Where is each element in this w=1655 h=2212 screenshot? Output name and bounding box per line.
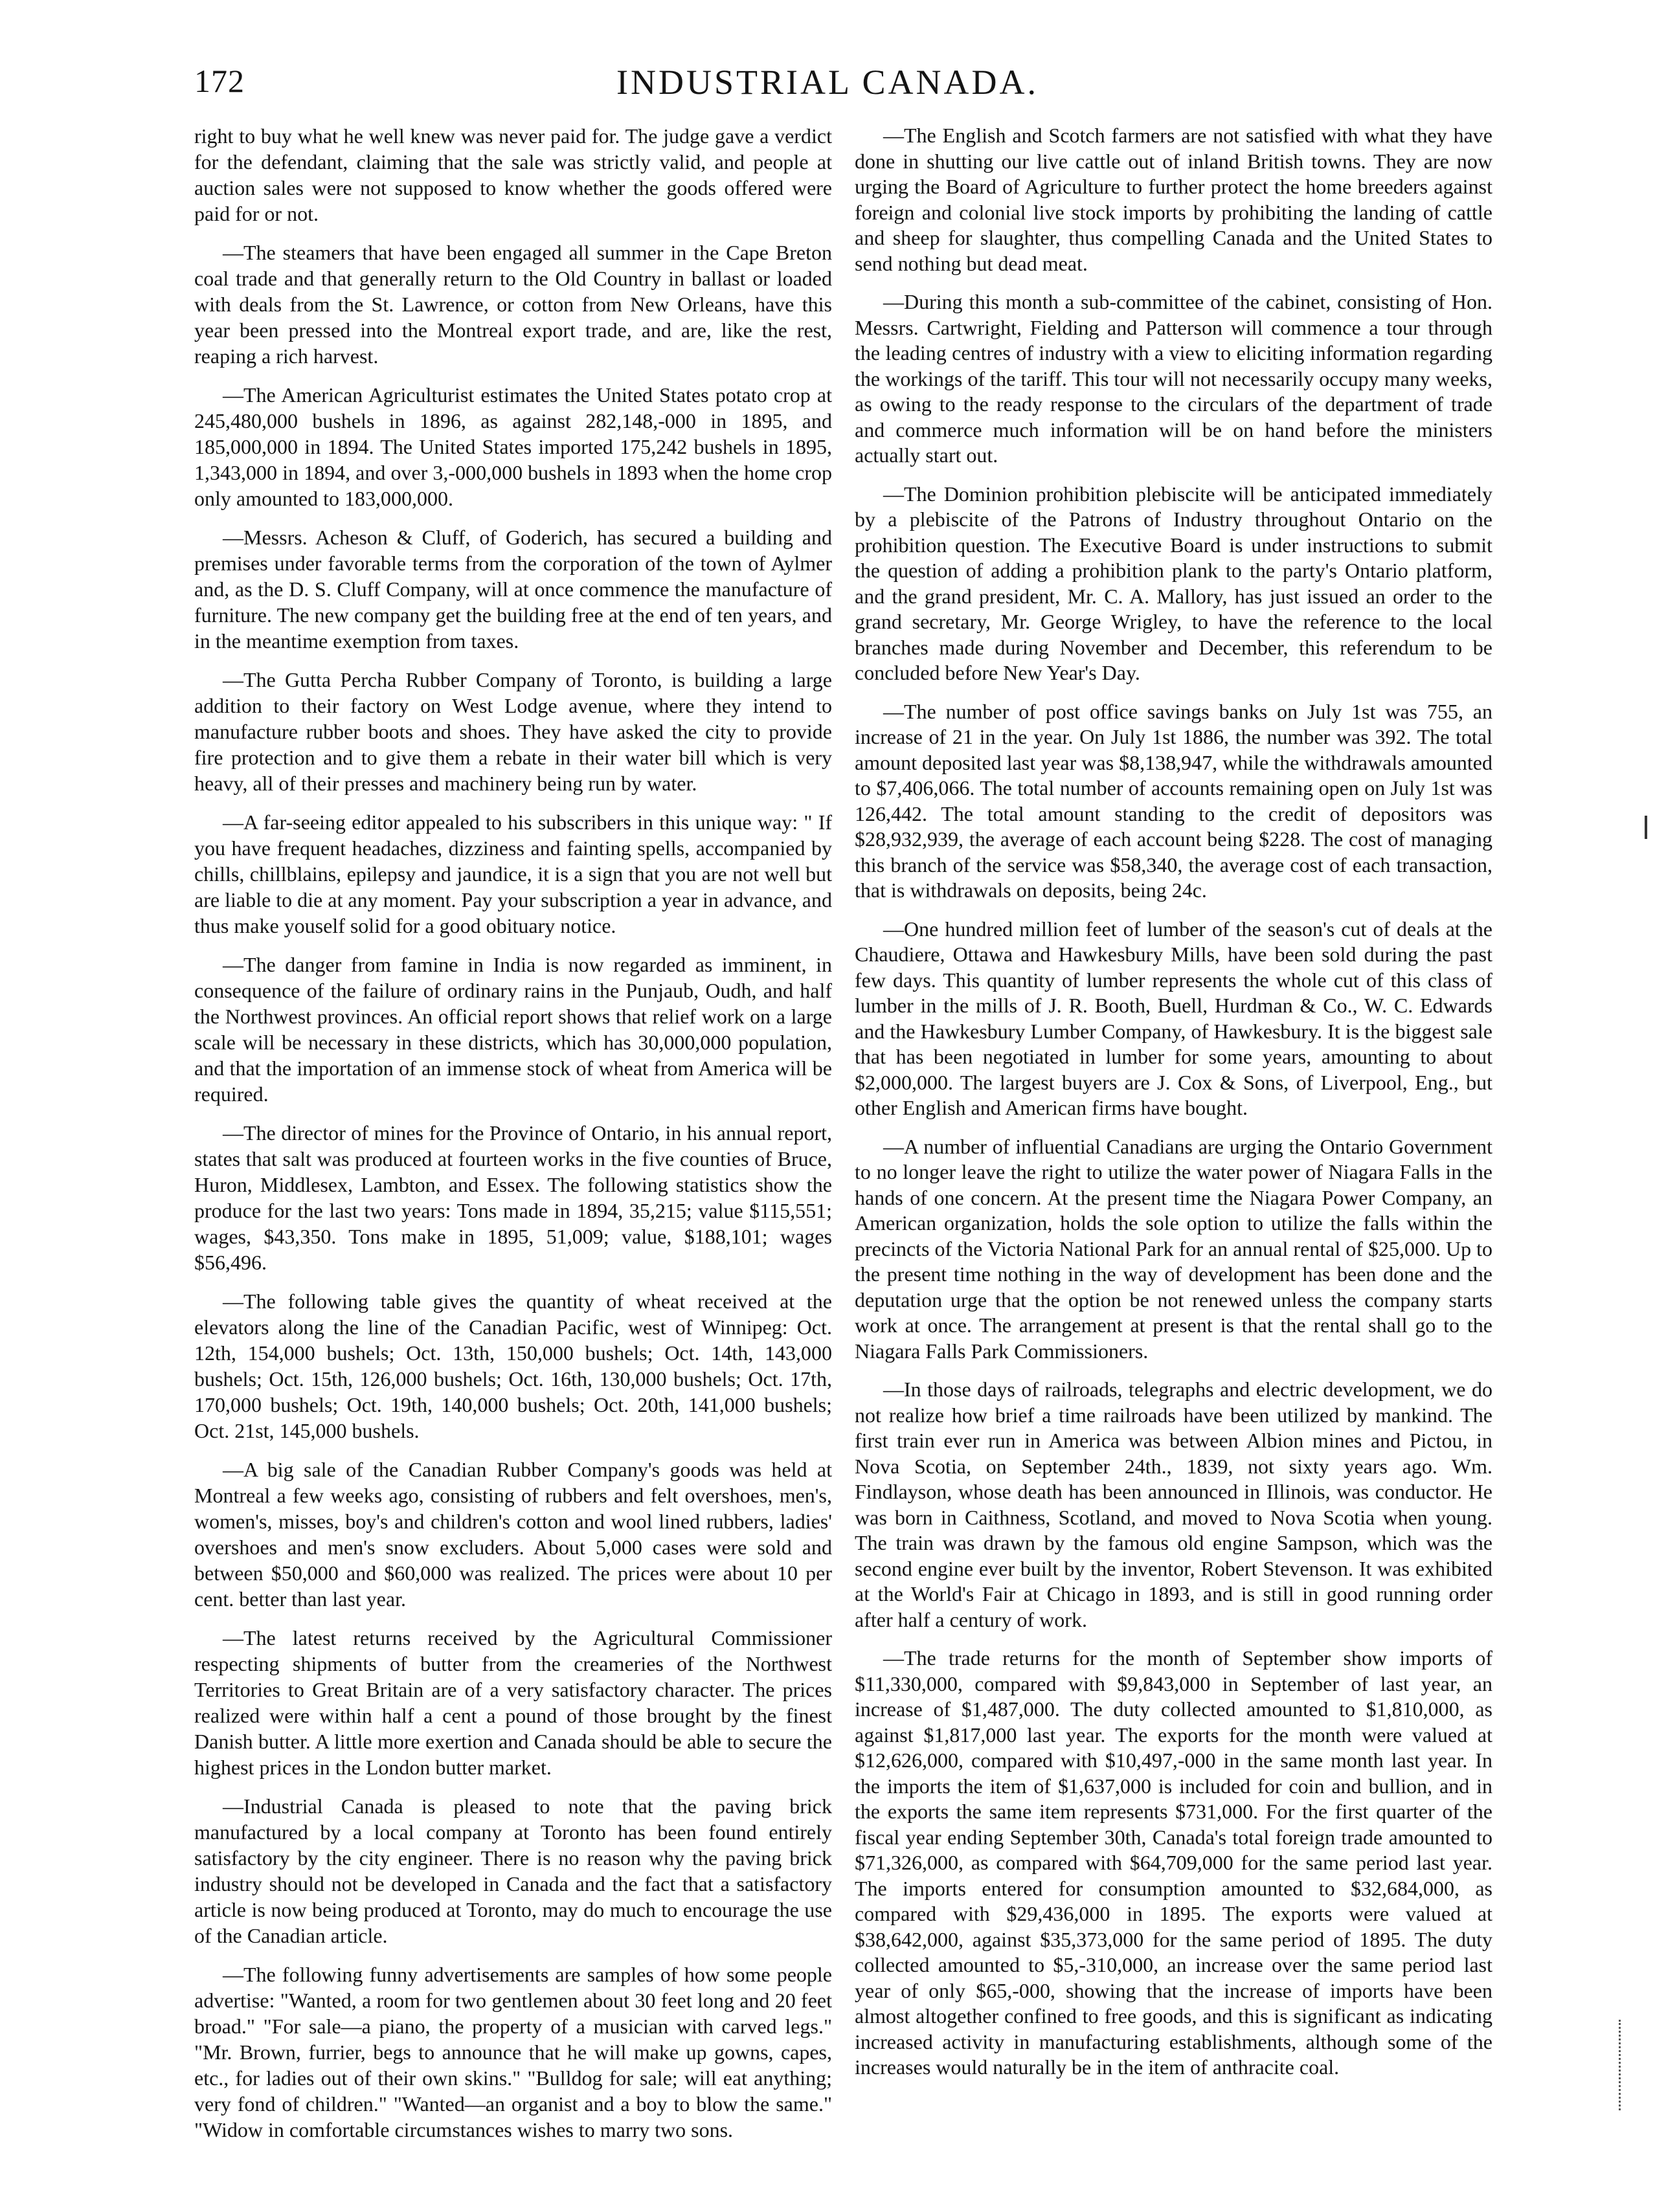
margin-mark xyxy=(1645,816,1647,839)
paragraph: —The latest returns received by the Agricultural Commissioner respecting shipments of butter from the creameries of the Northwest Territories to Great Britain are of a very satisfactory character. The prices realized were within half a cent a pound of those brought by the finest Danish butter. A little more exertion and Canada should be able to secure the highest prices in the London butter market. xyxy=(194,1626,832,1779)
paragraph: —The Gutta Percha Rubber Company of Toronto, is building a large addition to their factory on West Lodge avenue, where they intend to manufacture rubber boots and shoes. They have asked the city to provide fire protection and to give them a rebate in their water bill which is very heavy, all of their presses and machinery being run by water. xyxy=(194,668,832,795)
paragraph: —The trade returns for the month of September show imports of $11,330,000, compared with $9,843,000 in September of last year, an increase of $1,487,000. The duty collected amounted to $1,810,000, as against $1,817,000 last year. The exports for the month were valued at $12,626,000, compared with $10,497,-000 in the same month last year. In the imports the item of $1,637,000 is included for coin and bullion, and in the exports the same item represents $731,000. For the first quarter of the fiscal year ending September 30th, Canada's total foreign trade amounted to $71,326,000, as compared with $64,709,000 for the same period last year. The imports entered for consumption amounted to $32,684,000, as compared with $29,436,000 in 1895. The exports were valued at $38,642,000, against $35,373,000 for the same period of 1895. The duty collected amounted to $5,-310,000, an increase over the same period last year of only $65,-000, showing that the increase of imports have been almost altogether confined to free goods, and this is significant as indicating increased activity in manufacturing establishments, although some of the increases would naturally be in the item of anthracite coal. xyxy=(855,1646,1492,2079)
corner-mark xyxy=(1619,2020,1628,2110)
paragraph: —A big sale of the Canadian Rubber Company's goods was held at Montreal a few weeks ago, consisting of rubbers and felt overshoes, men's, women's, misses, boy's and children's cotton and wool lined rubbers, ladies' overshoes and men's snow excluders. About 5,000 cases were sold and between $50,000 and $60,000 was realized. The prices were about 10 per cent. better than last year. xyxy=(194,1458,832,1611)
right-column xyxy=(855,123,1492,2094)
paragraph: —The director of mines for the Province of Ontario, in his annual report, states that salt was produced at fourteen works in the five counties of Bruce, Huron, Middlesex, Lambton, and Essex. The following statistics show the produce for the last two years: Tons made in 1894, 35,215; value $115,551; wages, $43,350. Tons make in 1895, 51,009; value, $188,101; wages $56,496. xyxy=(194,1121,832,1274)
paragraph: —The following table gives the quantity of wheat received at the elevators along the line of the Canadian Pacific, west of Winnipeg: Oct. 12th, 154,000 bushels; Oct. 13th, 150,000 bushels; Oct. 14th, 143,000 bushels; Oct. 15th, 126,000 bushels; Oct. 16th, 130,000 bushels; Oct. 17th, 170,000 bushels; Oct. 19th, 140,000 bushels; Oct. 20th, 141,000 bushels; Oct. 21st, 145,000 bushels. xyxy=(194,1290,832,1442)
page-title: INDUSTRIAL CANADA. xyxy=(616,63,1039,102)
paragraph: —In those days of railroads, telegraphs and electric development, we do not realize how brief a time railroads have been utilized by mankind. The first train ever run in America was between Albion mines and Pictou, in Nova Scotia, on September 24th., 1839, not sixty years ago. Wm. Findlayson, whose death has been announced in Illinois, was conductor. He was born in Caithness, Scotland, and moved to Nova Scotia when young. The train was drawn by the famous old engine Sampson, which was the second engine ever built by the inventor, Robert Stevenson. It was exhibited at the World's Fair at Chicago in 1893, and is still in good running order after half a century of work. xyxy=(855,1378,1492,1631)
paragraph: —Industrial Canada is pleased to note that the paving brick manufactured by a local company at Toronto has been found entirely satisfactory by the city engineer. There is no reason why the paving brick industry should not be developed in Canada and the fact that a satisfactory article is now being produced at Toronto, may do much to encourage the use of the Canadian article. xyxy=(194,1794,832,1947)
paragraph: right to buy what he well knew was never paid for. The judge gave a verdict for the defendant, claiming that the sale was strictly valid, and people at auction sales were not supposed to know whether the goods offered were paid for or not. xyxy=(194,124,832,225)
paragraph: —The number of post office savings banks on July 1st was 755, an increase of 21 in the year. On July 1st 1886, the number was 392. The total amount deposited last year was $8,138,947, while the withdrawals amounted to $7,406,066. The total number of accounts remaining open on July 1st was 126,442. The total amount standing to the credit of depositors was $28,932,939, the average of each account being $228. The cost of managing this branch of the service was $58,340, the average cost of each transaction, that is withdrawals on deposits, being 24c. xyxy=(855,699,1492,902)
paragraph: —The danger from famine in India is now regarded as imminent, in consequence of the failure of ordinary rains in the Punjaub, Oudh, and half the Northwest provinces. An official report shows that relief work on a large scale will be necessary in these districts, which has 30,000,000 population, and that the importation of an immense stock of wheat from America will be required. xyxy=(194,953,832,1106)
paragraph: —A number of influential Canadians are urging the Ontario Government to no longer leave the right to utilize the water power of Niagara Falls in the hands of one concern. At the present time the Niagara Power Company, an American organization, holds the sole option to utilize the falls within the precincts of the Victoria National Park for an annual rental of $25,000. Up to the present time nothing in the way of development has been done and the deputation urge that the option be not renewed unless the company starts work at once. The arrangement at present is that the rental shall go to the Niagara Falls Park Commissioners. xyxy=(855,1134,1492,1363)
paragraph: —A far-seeing editor appealed to his subscribers in this unique way: " If you have frequent headaches, dizziness and fainting spells, accompanied by chills, chillblains, epilepsy and jaundice, it is a sign that you are not well but are liable to die at any moment. Pay your subscription a year in advance, and thus make youself solid for a good obituary notice. xyxy=(194,810,832,937)
paragraph: —One hundred million feet of lumber of the season's cut of deals at the Chaudiere, Ottawa and Hawkesbury Mills, have been sold during the past few days. This quantity of lumber represents the whole cut of this class of lumber in the mills of J. R. Booth, Buell, Hurdman & Co., W. C. Edwards and the Hawkesbury Lumber Company, of Hawkesbury. It is the biggest sale that has been negotiated in lumber for some years, amounting to about $2,000,000. The largest buyers are J. Cox & Sons, of Liverpool, Eng., but other English and American firms have bought. xyxy=(855,917,1492,1119)
paragraph: —The English and Scotch farmers are not satisfied with what they have done in shutting our live cattle out of inland British towns. They are now urging the Board of Agriculture to further protect the home breeders against foreign and colonial live stock imports by prohibiting the landing of cattle and sheep for slaughter, thus compelling Canada and the United States to send nothing but dead meat. xyxy=(855,124,1492,275)
page-number: 172 xyxy=(194,63,245,99)
paragraph: —The Dominion prohibition plebiscite will be anticipated immediately by a plebiscite of the Patrons of Industry throughout Ontario on the prohibition question. The Executive Board is under instructions to submit the question of adding a prohibition plank to the party's Ontario platform, and the grand president, Mr. C. A. Mallory, has just issued an order to the grand secretary, Mr. George Wrigley, to have the reference to the local branches made during November and December, this referendum to be concluded before New Year's Day. xyxy=(855,482,1492,684)
paragraph: —The American Agriculturist estimates the United States potato crop at 245,480,000 bushels in 1896, as against 282,148,-000 in 1895, and 185,000,000 in 1894. The United States imported 175,242 bushels in 1895, 1,343,000 in 1894, and over 3,-000,000 bushels in 1893 when the home crop only amounted to 183,000,000. xyxy=(194,383,832,510)
page-header xyxy=(194,62,1461,114)
left-column xyxy=(194,123,832,2156)
paragraph: —Messrs. Acheson & Cluff, of Goderich, has secured a building and premises under favorable terms from the corporation of the town of Aylmer and, as the D. S. Cluff Company, will at once commence the manufacture of furniture. The new company get the building free at the end of ten years, and in the meantime exemption from taxes. xyxy=(194,526,832,653)
paragraph: —During this month a sub-committee of the cabinet, consisting of Hon. Messrs. Cartwright, Fielding and Patterson will commence a tour through the leading centres of industry with a view to eliciting information regarding the workings of the tariff. This tour will not necessarily occupy many weeks, as owing to the ready response to the circulars of the department of trade and commerce much information will be on hand before the ministers actually start out. xyxy=(855,290,1492,467)
paragraph: —The following funny advertisements are samples of how some people advertise: "Wanted, a room for two gentlemen about 30 feet long and 20 feet broad." "For sale—a piano, the property of a musician with carved legs." "Mr. Brown, furrier, begs to announce that he will make up gowns, capes, etc., for ladies out of their own skins." "Bulldog for sale; will eat anything; very fond of children." "Wanted—an organist and a boy to blow the same." "Widow in comfortable circumstances wishes to marry two sons. xyxy=(194,1963,832,2141)
paragraph: —The steamers that have been engaged all summer in the Cape Breton coal trade and that generally return to the Old Country in ballast or loaded with deals from the St. Lawrence, or cotton from New Orleans, have this year been pressed into the Montreal export trade, and are, like the rest, reaping a rich harvest. xyxy=(194,241,832,368)
